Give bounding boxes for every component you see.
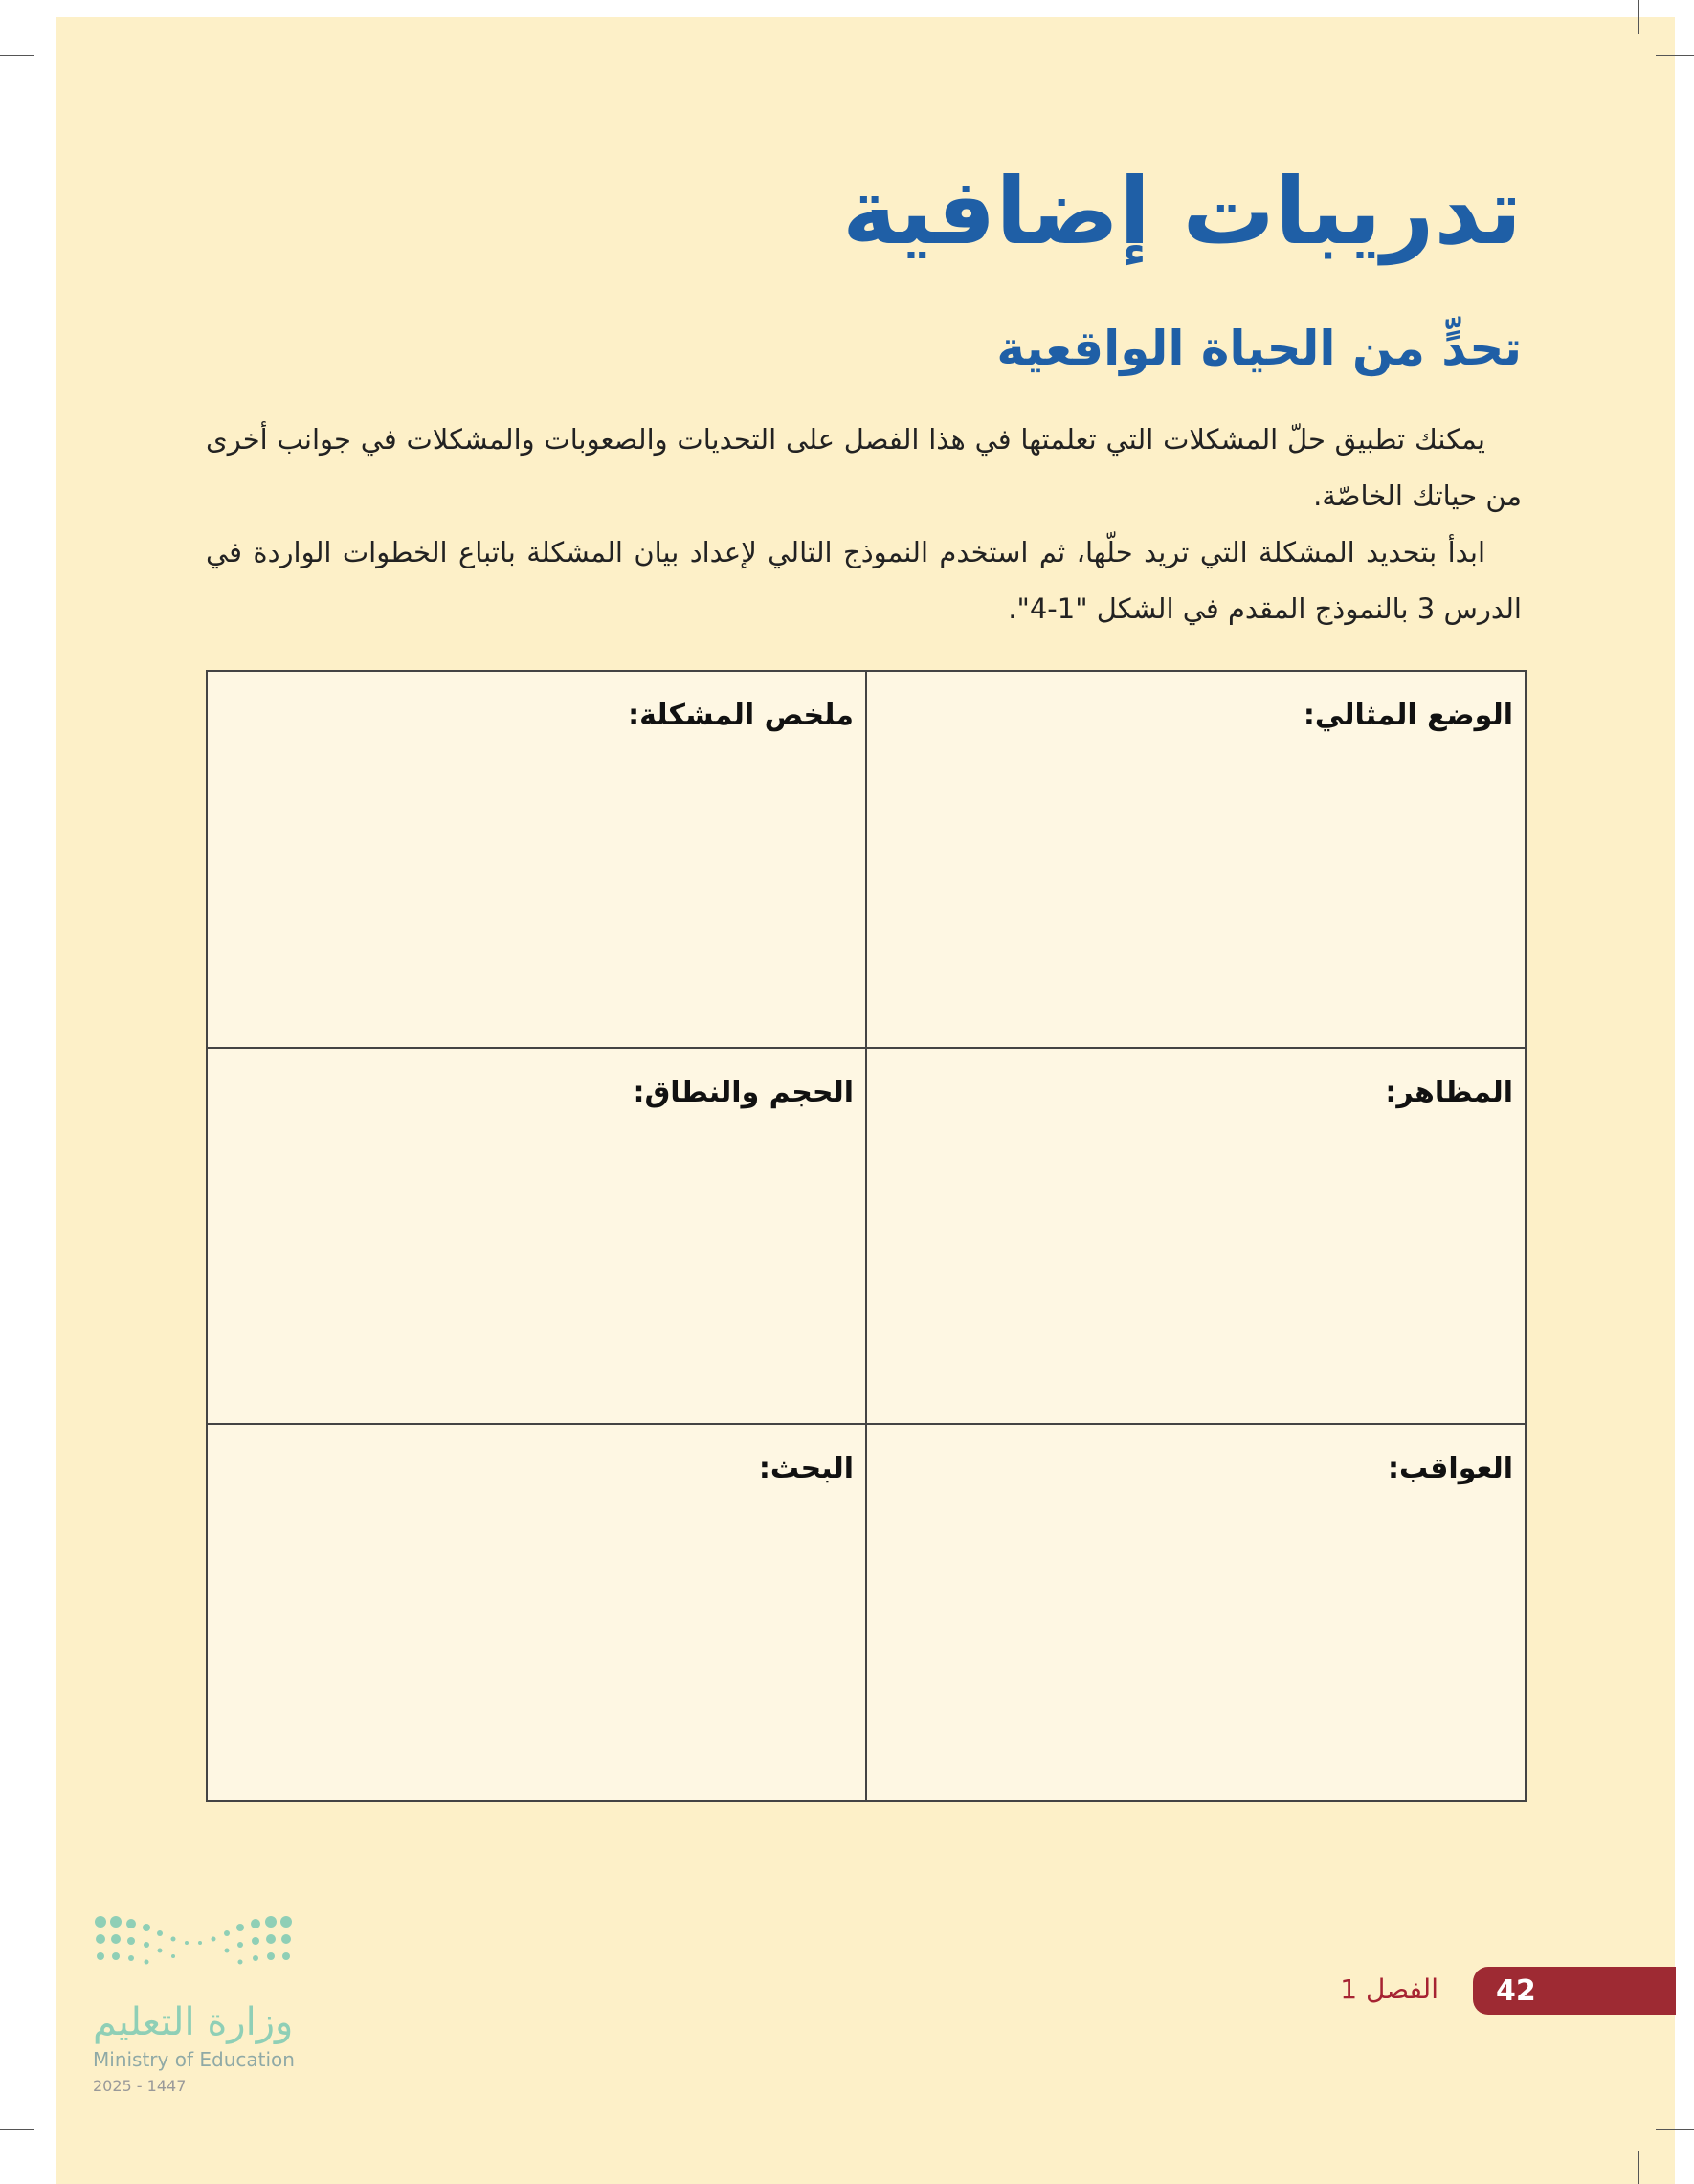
form-cell-consequences[interactable]	[866, 1424, 1526, 1801]
crop-mark	[0, 55, 34, 56]
intro-text	[206, 412, 1522, 637]
cell-label: المظاهر:	[1385, 1075, 1513, 1109]
crop-mark	[1656, 2129, 1694, 2130]
page-number-badge	[1473, 1967, 1676, 2015]
logo-arabic-text: وزارة التعليم	[93, 2000, 294, 2044]
crop-mark	[0, 2129, 34, 2130]
paragraph: ابدأ بتحديد المشكلة التي تريد حلّها، ثم استخدم النموذج التالي لإعداد بيان المشكلة باتباع الخطوات الواردة في الدرس 3 بالنموذج المقدم في الشكل "1-4".	[206, 536, 1522, 625]
form-cell-size-scope[interactable]	[207, 1048, 866, 1425]
cell-label: البحث:	[758, 1452, 854, 1486]
form-cell-research[interactable]	[207, 1424, 866, 1801]
page-title: تدريبات إضافية	[842, 158, 1522, 265]
logo-english-text: Ministry of Education	[93, 2048, 295, 2071]
crop-mark	[1656, 55, 1694, 56]
cell-label: الوضع المثالي:	[1303, 699, 1513, 732]
cell-label: الحجم والنطاق:	[633, 1075, 854, 1109]
paragraph: يمكنك تطبيق حلّ المشكلات التي تعلمتها في هذا الفصل على التحديات والصعوبات والمشكلات في جوانب أخرى من حياتك الخاصّة.	[206, 423, 1522, 512]
page-number: 42	[1496, 1974, 1536, 2008]
logo-year-text: 2025 - 1447	[93, 2077, 187, 2095]
form-cell-problem-summary[interactable]	[207, 671, 866, 1048]
problem-statement-form	[206, 670, 1527, 1802]
crop-mark	[1638, 0, 1639, 34]
section-subtitle: تحدٍّ من الحياة الواقعية	[996, 321, 1522, 376]
cell-label: العواقب:	[1388, 1452, 1513, 1486]
form-cell-symptoms[interactable]	[866, 1048, 1526, 1425]
chapter-label: الفصل 1	[1340, 1973, 1438, 2005]
form-cell-ideal-state[interactable]	[866, 671, 1526, 1048]
crop-mark	[1638, 2151, 1639, 2184]
cell-label: ملخص المشكلة:	[628, 699, 854, 732]
